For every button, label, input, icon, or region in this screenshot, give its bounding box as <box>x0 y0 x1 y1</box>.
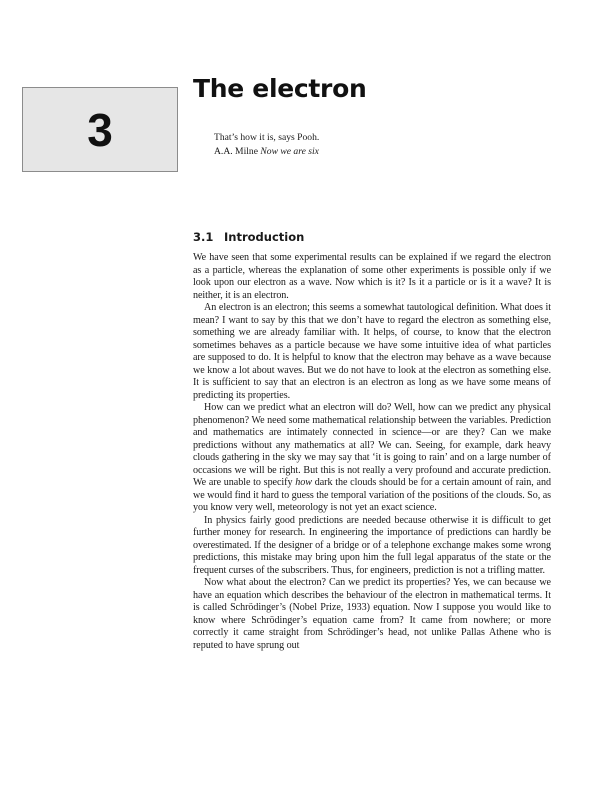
paragraph-5: Now what about the electron? Can we predict its properties? Yes, we can because we have an equation which describes the behaviour of the electron in mathematical terms. It is called Schrödinger’s (Nobel Prize, 1933) equation. Now I suppose you would like to know where Schrödinger’s equation came from? It came from nowhere; or more correctly it came straight from Schrödinger’s head, not unlike Pallas Athene who is reputed to have sprung out <box>193 577 551 651</box>
paragraph-4: In physics fairly good predictions are needed because otherwise it is difficult to get further money for research. In engineering the importance of predictions can hardly be overestimated. If the designer of a bridge or of a telephone exchange makes some wrong predictions, this mistake may bring upon him the full legal apparatus of the state or the frequent curses of the subscribers. Thus, for engineers, prediction is not a trifling matter. <box>193 514 551 576</box>
body-text <box>193 252 551 652</box>
epigraph-quote: That’s how it is, says Pooh. <box>214 132 320 143</box>
paragraph-3 <box>193 402 551 515</box>
section-number: 3.1 <box>193 230 214 244</box>
epigraph-author: A.A. Milne <box>214 145 258 157</box>
chapter-number: 3 <box>87 103 113 156</box>
epigraph-attribution <box>214 145 319 159</box>
section-title: Introduction <box>224 230 305 244</box>
paragraph-1: We have seen that some experimental results can be explained if we regard the electron as a particle, whereas the explanation of some other experiments is possible only if we look upon our electron as a wave. Now which is it? Is it a particle or is it a wave? It is neither, it is an electron. <box>193 252 551 301</box>
section-heading <box>193 230 304 245</box>
epigraph <box>214 131 319 158</box>
chapter-number-box <box>22 87 178 172</box>
paragraph-3-part-2: dark the clouds should be for a certain amount of rain, and we would find it hard to guess the temporal variation of the positions of the clouds. So, as you know very well, meteorology is not yet an exact science. <box>193 477 551 513</box>
paragraph-3-part-1: How can we predict what an electron will do? Well, how can we predict any physical phenomenon? We need some mathematical relationship between the variables. Prediction and mathematics are intimately connected in science—or are they? Can we make predictions without any mathematics at all? We can. Seeing, for example, dark heavy clouds gathering in the sky we may say that ‘it is going to rain’ and on a large number of occasions we will be right. But this is not really a very profound and accurate prediction. We are unable to specify <box>193 402 551 488</box>
paragraph-2: An electron is an electron; this seems a somewhat tautological definition. What does it mean? I want to say by this that we don’t have to regard the electron as something else, something we are already familiar with. It helps, of course, to know that the electron sometimes behaves as a particle because we have some intuitive idea of what particles are supposed to do. It is helpful to know that the electron may behave as a wave because we know a lot about waves. But we do not have to look at the electron as something else. It is sufficient to say that an electron is an electron as long as we have some means of predicting its properties. <box>193 302 551 401</box>
epigraph-source: Now we are six <box>260 145 319 157</box>
chapter-title: The electron <box>193 74 367 103</box>
paragraph-3-emphasis: how <box>295 477 312 488</box>
